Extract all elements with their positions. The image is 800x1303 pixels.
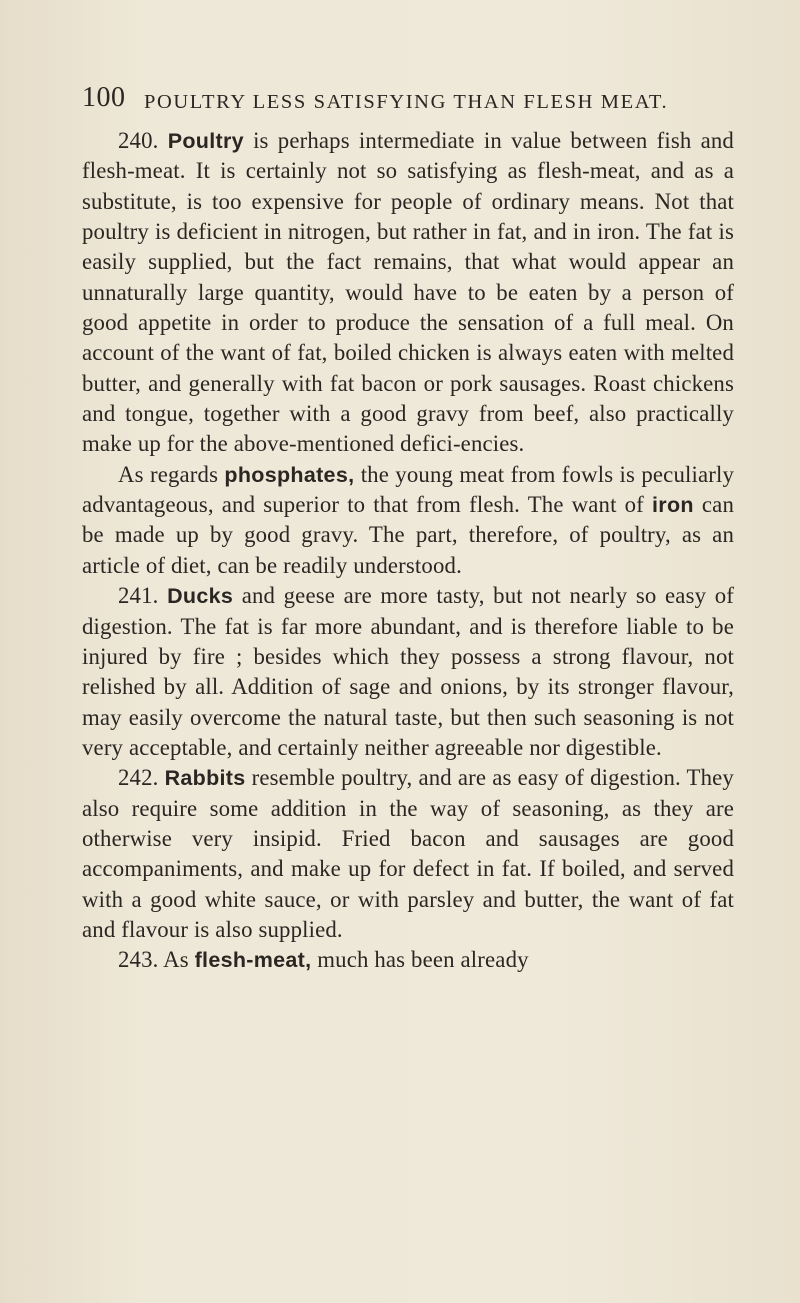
page-number: 100: [82, 82, 126, 113]
paragraph-240: [82, 126, 734, 460]
paragraph-242: [82, 763, 734, 945]
page-header: [82, 82, 734, 126]
paragraph-text: much has been already: [317, 947, 529, 973]
paragraph-phosphates: [82, 460, 734, 581]
paragraph-keyword-iron: iron: [652, 493, 694, 518]
paragraph-keyword: Poultry: [167, 129, 244, 153]
paragraph-keyword: flesh-meat,: [194, 948, 312, 973]
paragraph-text: the young meat from fowls is peculiarly advantageous, and superior to that from flesh. The want of: [82, 461, 735, 518]
page-body: [82, 126, 734, 976]
paragraph-243: [82, 945, 734, 975]
paragraph-number: 242.: [118, 765, 159, 791]
paragraph-text: can be made up by good gravy. The part, therefore, of poultry, as an article of diet, can be readily understood.: [82, 492, 734, 578]
paragraph-text: and geese are more tasty, but not nearly so easy of digestion. The fat is far more abundant, and is therefore liable to be injured by fire ; besides which they possess a strong flavour, not relished by all. Addition of sage and onions, by its stronger flavour, may easily overcome the natural taste, but then such seasoning is not very acceptable, and certainly neither agreeable nor digestible.: [82, 583, 734, 760]
paragraph-number: 240.: [118, 128, 159, 153]
paragraph-text: is perhaps intermediate in value between fish and flesh-meat. It is certainly not so satisfying as flesh-meat, and as a substitute, is too expensive for people of ordinary means. Not that poultry is deficient in nitrogen, but rather in fat, and in iron. The fat is easily supplied, but the fact remains, that what would appear an unnaturally large quantity, would have to be eaten by a person of good appetite in order to produce the sensation of a full meal. On account of the want of fat, boiled chicken is always eaten with melted butter, and generally with fat bacon or pork sausages. Roast chickens and tongue, together with a good gravy from beef, also practically make up for the above-mentioned defici-encies.: [82, 128, 734, 457]
paragraph-number: 243.: [118, 947, 159, 973]
paragraph-lead: As regards: [118, 461, 219, 487]
paragraph-lead: As: [163, 947, 189, 973]
running-head: POULTRY LESS SATISFYING THAN FLESH MEAT.: [144, 91, 669, 113]
paragraph-keyword: phosphates,: [224, 462, 355, 487]
paragraph-keyword: Ducks: [167, 584, 234, 609]
paragraph-keyword: Rabbits: [164, 766, 246, 791]
paragraph-number: 241.: [118, 583, 159, 609]
paragraph-text: resemble poultry, and are as easy of digestion. They also require some addition in the way of seasoning, as they are otherwise very insipid. Fried bacon and sausages are good accompaniments, and make up for defect in fat. If boiled, and served with a good white sauce, or with parsley and butter, the want of fat and flavour is also supplied.: [82, 765, 734, 942]
paragraph-241: [82, 581, 734, 763]
